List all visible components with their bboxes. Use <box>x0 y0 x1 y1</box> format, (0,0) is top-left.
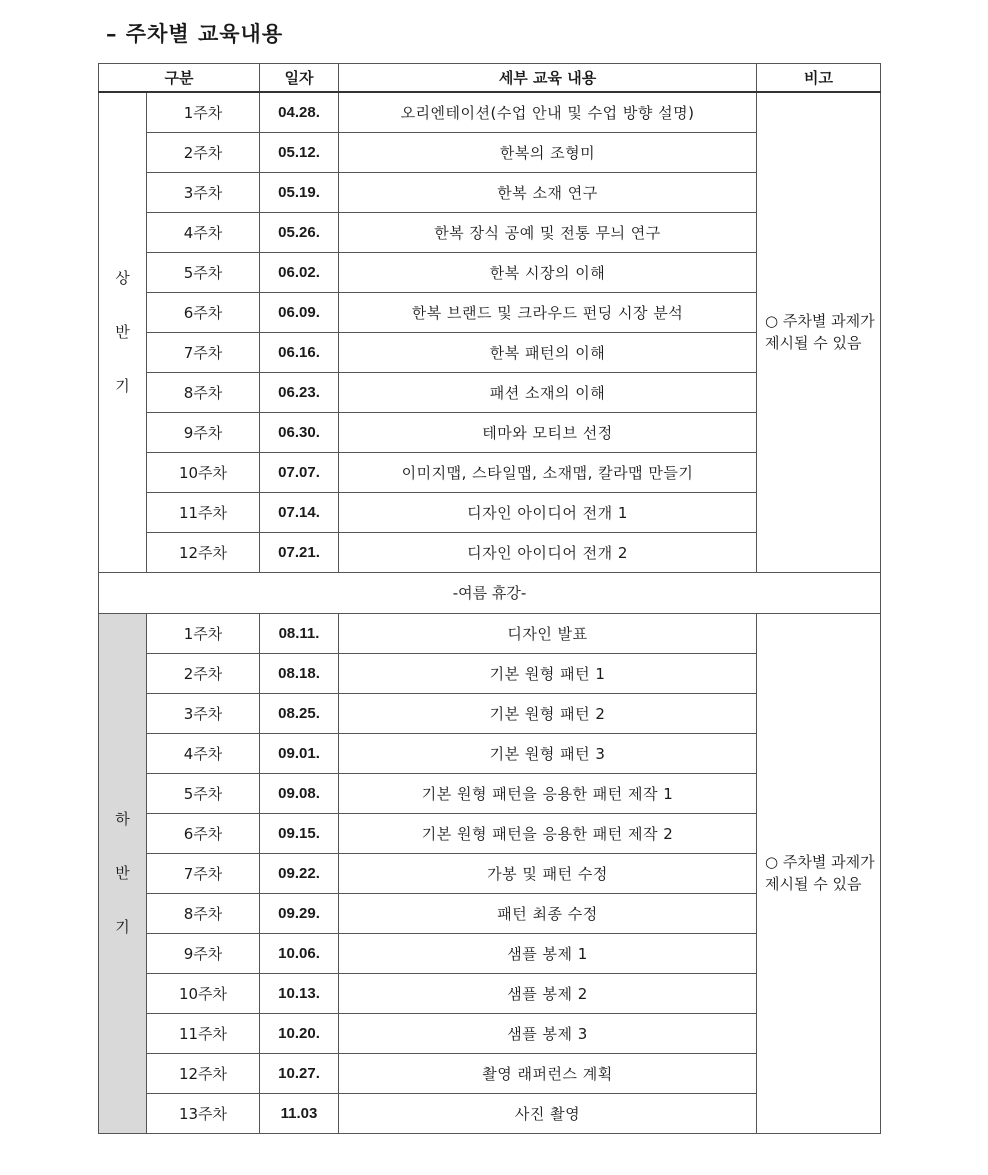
week-cell: 1주차 <box>147 92 260 132</box>
week-cell: 2주차 <box>147 653 260 693</box>
week-cell: 9주차 <box>147 412 260 452</box>
week-cell: 13주차 <box>147 1093 260 1133</box>
second-half-label-char: 반 <box>115 864 130 882</box>
week-cell: 11주차 <box>147 1013 260 1053</box>
date-cell: 09.15. <box>260 813 339 853</box>
second-half-label-char: 하 <box>115 810 130 828</box>
week-cell: 7주차 <box>147 853 260 893</box>
content-cell: 촬영 래퍼런스 계획 <box>339 1053 757 1093</box>
content-cell: 사진 촬영 <box>339 1093 757 1133</box>
second-half-note-line: 제시될 수 있음 <box>765 875 862 893</box>
content-cell: 한복 소재 연구 <box>339 172 757 212</box>
content-cell: 한복 시장의 이해 <box>339 252 757 292</box>
content-cell: 가봉 및 패턴 수정 <box>339 853 757 893</box>
date-cell: 09.08. <box>260 773 339 813</box>
date-cell: 09.29. <box>260 893 339 933</box>
content-cell: 한복 패턴의 이해 <box>339 332 757 372</box>
week-cell: 10주차 <box>147 452 260 492</box>
week-cell: 12주차 <box>147 532 260 572</box>
table-header-row <box>99 64 881 93</box>
date-cell: 07.07. <box>260 452 339 492</box>
first-half-note <box>757 92 881 572</box>
date-cell: 06.02. <box>260 252 339 292</box>
first-half-note-line: 제시될 수 있음 <box>765 334 862 353</box>
week-cell: 3주차 <box>147 693 260 733</box>
date-cell: 06.09. <box>260 292 339 332</box>
date-cell: 06.30. <box>260 412 339 452</box>
content-cell: 디자인 아이디어 전개 2 <box>339 532 757 572</box>
summer-break-row <box>99 572 881 613</box>
date-cell: 08.18. <box>260 653 339 693</box>
content-cell: 한복 브랜드 및 크라우드 펀딩 시장 분석 <box>339 292 757 332</box>
week-cell: 10주차 <box>147 973 260 1013</box>
content-cell: 패턴 최종 수정 <box>339 893 757 933</box>
table-row <box>99 613 881 653</box>
date-cell: 05.12. <box>260 132 339 172</box>
weekly-schedule-table <box>98 63 881 1134</box>
content-cell: 기본 원형 패턴 2 <box>339 693 757 733</box>
week-cell: 6주차 <box>147 813 260 853</box>
content-cell: 기본 원형 패턴을 응용한 패턴 제작 1 <box>339 773 757 813</box>
date-cell: 05.19. <box>260 172 339 212</box>
content-cell: 샘플 봉제 2 <box>339 973 757 1013</box>
table-body <box>99 92 881 1133</box>
week-cell: 5주차 <box>147 252 260 292</box>
content-cell: 한복 장식 공예 및 전통 무늬 연구 <box>339 212 757 252</box>
week-cell: 4주차 <box>147 733 260 773</box>
content-cell: 한복의 조형미 <box>339 132 757 172</box>
summer-break-label: -여름 휴강- <box>99 572 881 613</box>
content-cell: 디자인 발표 <box>339 613 757 653</box>
week-cell: 8주차 <box>147 893 260 933</box>
date-cell: 07.14. <box>260 492 339 532</box>
table-row <box>99 92 881 132</box>
first-half-label-char: 반 <box>115 323 130 342</box>
date-cell: 08.11. <box>260 613 339 653</box>
first-half-label-char: 기 <box>115 377 130 396</box>
date-cell: 10.13. <box>260 973 339 1013</box>
date-cell: 04.28. <box>260 92 339 132</box>
content-cell: 디자인 아이디어 전개 1 <box>339 492 757 532</box>
content-cell: 기본 원형 패턴 3 <box>339 733 757 773</box>
week-cell: 1주차 <box>147 613 260 653</box>
date-cell: 06.23. <box>260 372 339 412</box>
week-cell: 9주차 <box>147 933 260 973</box>
content-cell: 기본 원형 패턴 1 <box>339 653 757 693</box>
week-cell: 5주차 <box>147 773 260 813</box>
date-cell: 11.03 <box>260 1093 339 1133</box>
first-half-note-line: ○ 주차별 과제가 <box>765 312 875 331</box>
content-cell: 오리엔테이션(수업 안내 및 수업 방향 설명) <box>339 92 757 132</box>
week-cell: 4주차 <box>147 212 260 252</box>
content-cell: 기본 원형 패턴을 응용한 패턴 제작 2 <box>339 813 757 853</box>
header-date: 일자 <box>260 64 339 93</box>
week-cell: 11주차 <box>147 492 260 532</box>
week-cell: 6주차 <box>147 292 260 332</box>
week-cell: 7주차 <box>147 332 260 372</box>
header-note: 비고 <box>757 64 881 93</box>
first-half-label <box>99 92 147 572</box>
date-cell: 10.20. <box>260 1013 339 1053</box>
week-cell: 8주차 <box>147 372 260 412</box>
second-half-note <box>757 613 881 1133</box>
content-cell: 이미지맵, 스타일맵, 소재맵, 칼라맵 만들기 <box>339 452 757 492</box>
date-cell: 10.27. <box>260 1053 339 1093</box>
first-half-label-char: 상 <box>115 269 130 288</box>
second-half-label <box>99 613 147 1133</box>
week-cell: 12주차 <box>147 1053 260 1093</box>
date-cell: 08.25. <box>260 693 339 733</box>
content-cell: 샘플 봉제 1 <box>339 933 757 973</box>
content-cell: 테마와 모티브 선정 <box>339 412 757 452</box>
date-cell: 10.06. <box>260 933 339 973</box>
header-content: 세부 교육 내용 <box>339 64 757 93</box>
content-cell: 샘플 봉제 3 <box>339 1013 757 1053</box>
second-half-label-char: 기 <box>115 918 130 936</box>
page-heading: – 주차별 교육내용 <box>106 21 284 46</box>
date-cell: 09.01. <box>260 733 339 773</box>
date-cell: 05.26. <box>260 212 339 252</box>
date-cell: 09.22. <box>260 853 339 893</box>
date-cell: 07.21. <box>260 532 339 572</box>
date-cell: 06.16. <box>260 332 339 372</box>
week-cell: 3주차 <box>147 172 260 212</box>
second-half-note-line: ○ 주차별 과제가 <box>765 853 875 871</box>
content-cell: 패션 소재의 이해 <box>339 372 757 412</box>
header-division: 구분 <box>99 64 260 93</box>
week-cell: 2주차 <box>147 132 260 172</box>
